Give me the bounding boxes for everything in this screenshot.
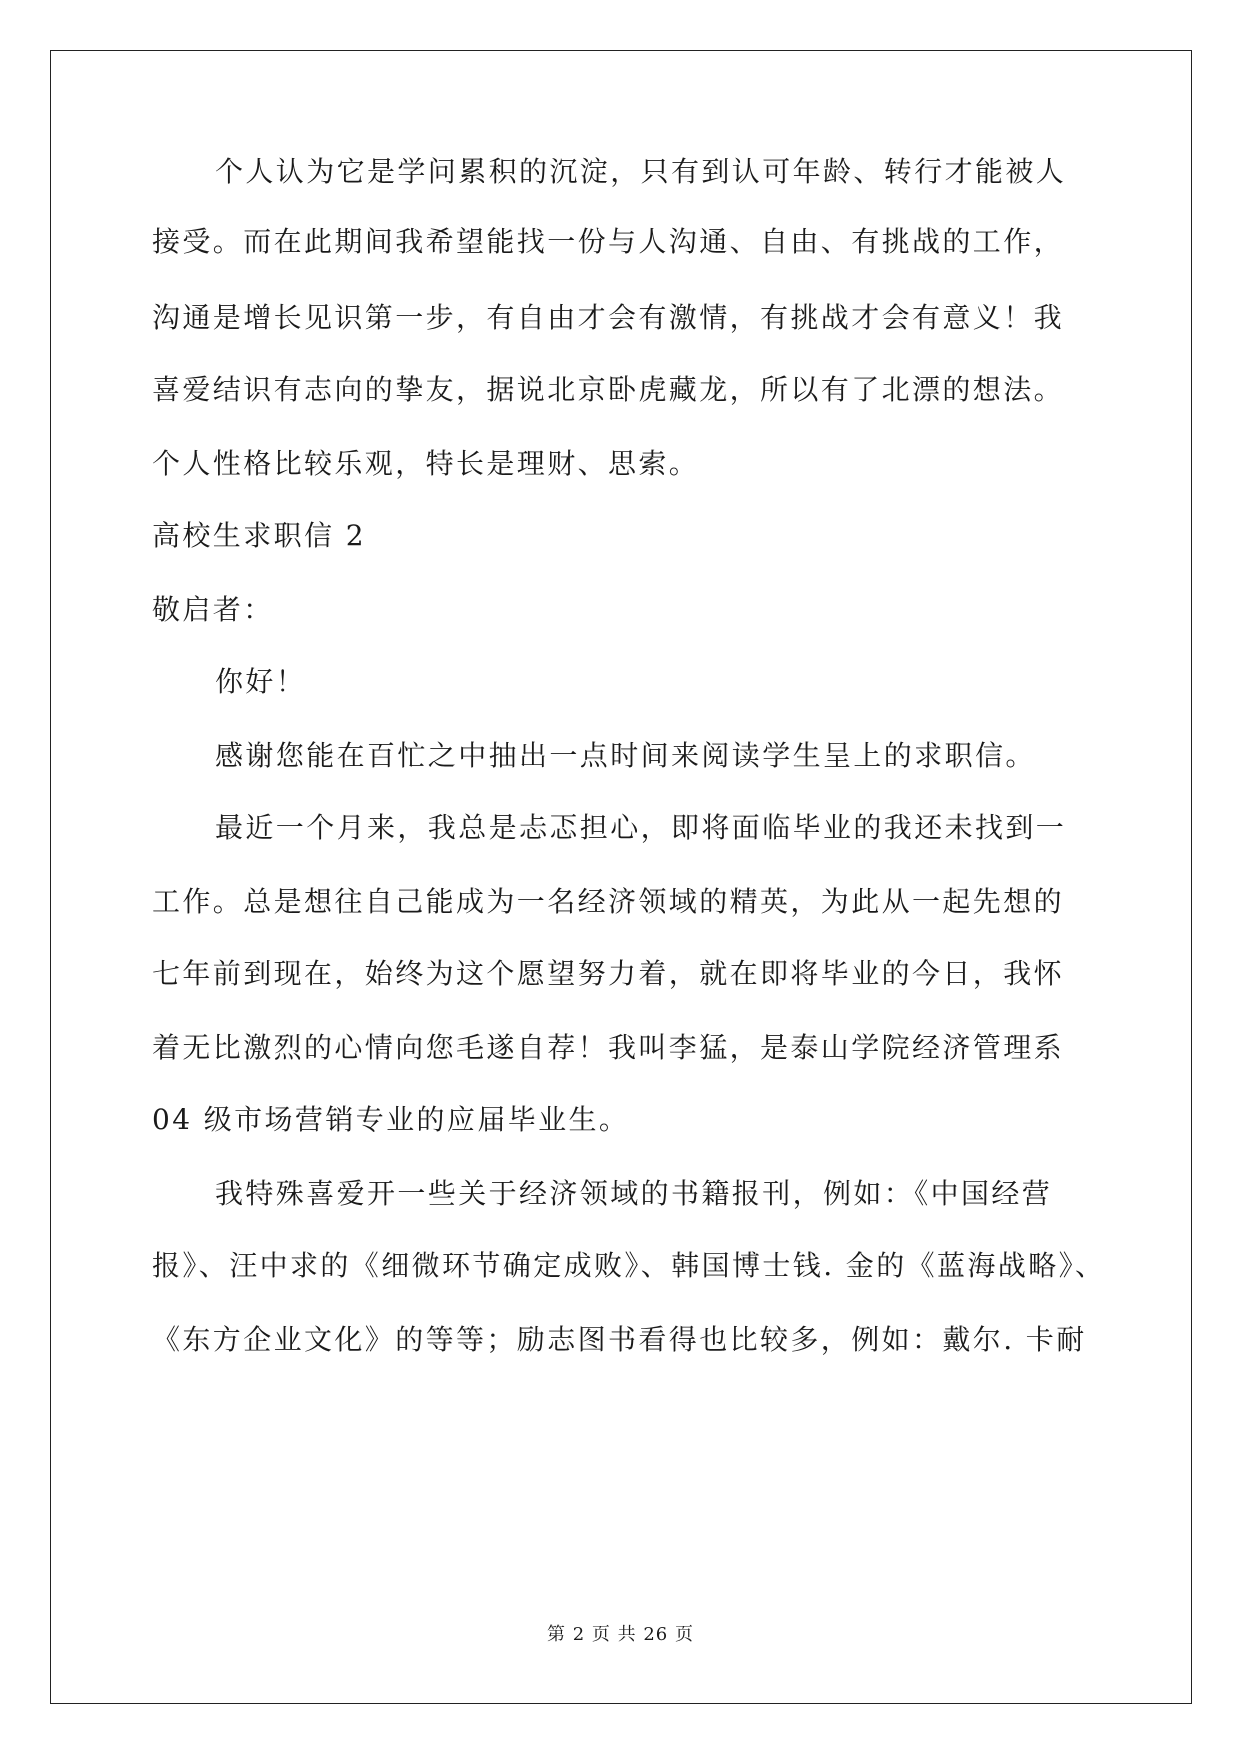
text-line: 个人性格比较乐观，特长是理财、思索。: [152, 447, 700, 480]
text-line: 工作。总是想往自己能成为一名经济领域的精英，为此从一起先想的: [152, 885, 1065, 918]
text-line: 接受。而在此期间我希望能找一份与人沟通、自由、有挑战的工作，: [152, 225, 1065, 258]
text-line: 感谢您能在百忙之中抽出一点时间来阅读学生呈上的求职信。: [215, 739, 1036, 772]
section-heading: 高校生求职信 2: [152, 519, 366, 552]
text-line: 我特殊喜爱开一些关于经济领域的书籍报刊，例如：《中国经营: [215, 1177, 1053, 1210]
text-line: 喜爱结识有志向的挚友，据说北京卧虎藏龙，所以有了北漂的想法。: [152, 373, 1065, 406]
greeting: 你好！: [215, 665, 307, 698]
text-line: 最近一个月来，我总是忐忑担心，即将面临毕业的我还未找到一: [215, 811, 1067, 844]
text-line: 七年前到现在，始终为这个愿望努力着，就在即将毕业的今日，我怀: [152, 957, 1065, 990]
text-line: 04 级市场营销专业的应届毕业生。: [152, 1103, 630, 1136]
text-line: 沟通是增长见识第一步，有自由才会有激情，有挑战才会有意义！我: [152, 301, 1065, 334]
text-line: 报》、汪中求的《细微环节确定成败》、韩国博士钱. 金的《蓝海战略》、: [152, 1249, 1106, 1282]
text-line: 《东方企业文化》的等等；励志图书看得也比较多，例如：戴尔. 卡耐: [152, 1323, 1087, 1356]
text-line: 着无比激烈的心情向您毛遂自荐！我叫李猛，是泰山学院经济管理系: [152, 1031, 1065, 1064]
salutation: 敬启者：: [152, 593, 274, 626]
text-line: 个人认为它是学问累积的沉淀，只有到认可年龄、转行才能被人: [215, 155, 1067, 188]
page-footer: 第 2 页 共 26 页: [547, 1624, 694, 1645]
